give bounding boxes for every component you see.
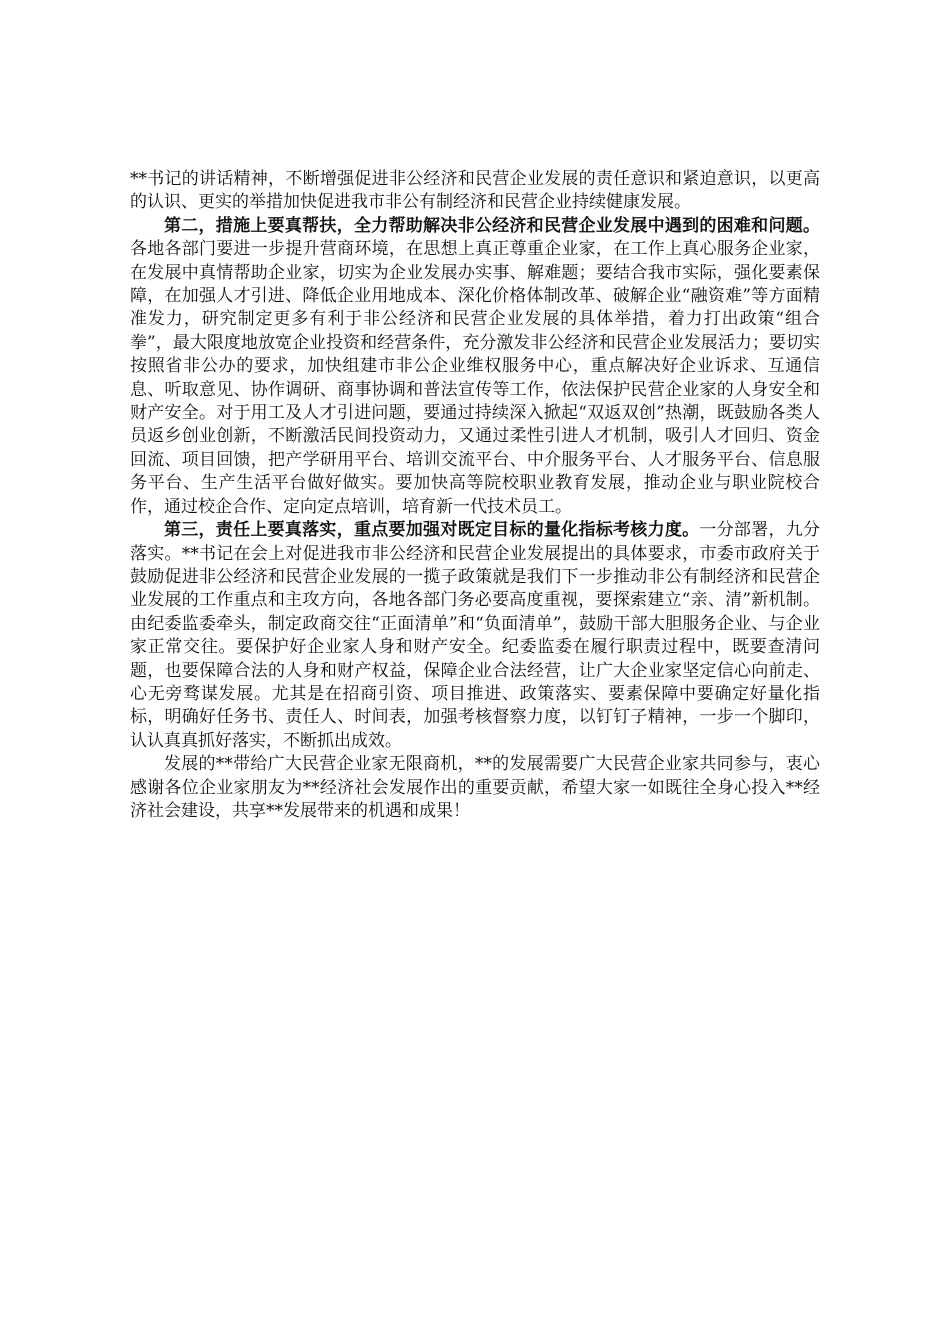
paragraph-closing — [130, 753, 820, 823]
paragraph-text: 一分部署，九分落实。**书记在会上对促进我市非公经济和民营企业发展提出的具体要求，市委市政府关于鼓励促进非公经济和民营企业发展的一揽子政策就是我们下一步推动非公有制经济和民营企业发展的工作重点和主攻方向，各地各部门务必要高度重视，要探索建立“亲、清”新机制。由纪委监委牵头，制定政商交往“正面清单”和“负面清单”，鼓励干部大胆服务企业、与企业家正常交往。要保护好企业家人身和财产安全。纪委监委在履行职责过程中，既要查清问题，也要保障合法的人身和财产权益，保障企业合法经营，让广大企业家坚定信心向前走、心无旁骛谋发展。尤其是在招商引资、项目推进、政策落实、要素保障中要确定好量化指标，明确好任务书、责任人、时间表，加强考核督察力度，以钉钉子精神，一步一个脚印，认认真真抓好落实，不断抓出成效。 — [130, 520, 821, 751]
paragraph-continuation — [130, 168, 820, 215]
paragraph-text: 发展的**带给广大民营企业家无限商机，**的发展需要广大民营企业家共同参与，衷心感谢各位企业家朋友为**经济社会发展作出的重要贡献，希望大家一如既往全身心投入**经济社会建设，共享**发展带来的机遇和成果！ — [130, 754, 820, 821]
paragraph-second-measure — [130, 215, 820, 519]
paragraph-lead-heading: 第三，责任上要真落实，重点要加强对既定目标的量化指标考核力度。 — [164, 520, 700, 541]
paragraph-lead-heading: 第二，措施上要真帮扶，全力帮助解决非公经济和民营企业发展中遇到的困难和问题。 — [164, 215, 820, 236]
paragraph-third-responsibility — [130, 519, 820, 753]
paragraph-text: **书记的讲话精神，不断增强促进非公经济和民营企业发展的责任意识和紧迫意识，以更高的认识、更实的举措加快促进我市非公有制经济和民营企业持续健康发展。 — [130, 169, 820, 213]
document-body — [130, 168, 820, 823]
paragraph-text: 各地各部门要进一步提升营商环境，在思想上真正尊重企业家，在工作上真心服务企业家，在发展中真情帮助企业家，切实为企业发展办实事、解难题；要结合我市实际，强化要素保障，在加强人才引进、降低企业用地成本、深化价格体制改革、破解企业“融资难”等方面精准发力，研究制定更多有利于非公经济和民营企业发展的具体举措，着力打出政策“组合拳”，最大限度地放宽企业投资和经营条件，充分激发非公经济和民营企业发展活力；要切实按照省非公办的要求，加快组建市非公企业维权服务中心，重点解决好企业诉求、互通信息、听取意见、协作调研、商事协调和普法宣传等工作，依法保护民营企业家的人身安全和财产安全。对于用工及人才引进问题，要通过持续深入掀起“双返双创”热潮，既鼓励各类人员返乡创业创新，不断激活民间投资动力，又通过柔性引进人才机制，吸引人才回归、资金回流、项目回馈，把产学研用平台、培训交流平台、中介服务平台、人才服务平台、信息服务平台、生产生活平台做好做实。要加快高等院校职业教育发展，推动企业与职业院校合作，通过校企合作、定向定点培训，培育新一代技术员工。 — [130, 239, 820, 517]
